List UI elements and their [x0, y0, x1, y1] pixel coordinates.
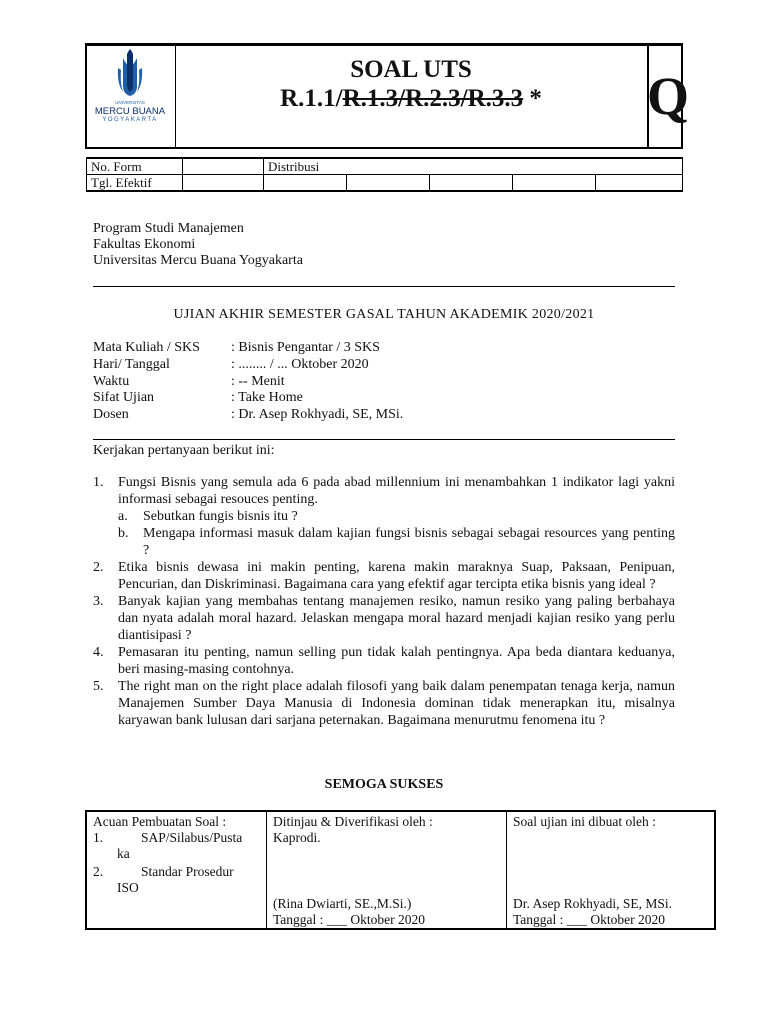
reference-number: 1.	[93, 830, 104, 845]
divider	[93, 286, 675, 287]
question-item	[93, 593, 675, 644]
question-number: 1.	[93, 475, 104, 490]
document-header	[85, 43, 690, 149]
info-row-time	[93, 374, 285, 390]
author-name: Dr. Asep Rokhyadi, SE, MSi.	[513, 896, 673, 911]
verifier-role: Kaprodi.	[273, 830, 321, 845]
info-row-lecturer	[93, 407, 403, 423]
distribusi-cell	[347, 175, 430, 192]
reference-text-line: ka	[117, 846, 130, 861]
info-label: Dosen	[93, 407, 129, 422]
question-list	[93, 474, 675, 729]
code-strikethrough: R.1.3/R.2.3/R.3.3	[342, 85, 524, 112]
logo-small-text: UNIVERSITAS	[115, 100, 145, 105]
info-label: Hari/ Tanggal	[93, 357, 170, 372]
distribusi-cell	[513, 175, 596, 192]
info-label: Waktu	[93, 374, 130, 389]
closing-message: SEMOGA SUKSES	[324, 777, 444, 792]
page-title: SOAL UTS	[350, 56, 472, 83]
sub-question-item	[118, 508, 675, 525]
distribusi-label: Distribusi	[264, 158, 683, 175]
sub-question-list	[118, 508, 675, 559]
info-label: Mata Kuliah / SKS	[93, 340, 200, 355]
question-text: Pemasaran itu penting, namun selling pun tidak kalah pentingnya. Apa beda diantara keduanya, beri masing-masing contohnya.	[118, 645, 675, 677]
info-value: : Dr. Asep Rokhyadi, SE, MSi.	[231, 407, 404, 422]
info-label: Sifat Ujian	[93, 390, 155, 405]
question-text: Etika bisnis dewasa ini makin penting, karena makin maraknya Suap, Paksaan, Penipuan, Pencurian, dan Diskriminasi. Bagaimana cara yang efektif agar tercipta etika bisnis yang ideal ?	[118, 560, 675, 592]
question-item	[93, 678, 675, 729]
document-code	[175, 84, 647, 114]
code-plain: R.1.1/	[280, 85, 343, 112]
info-value: : ........ / ... Oktober 2020	[231, 357, 369, 372]
university: Universitas Mercu Buana Yogyakarta	[93, 253, 303, 268]
question-text: Fungsi Bisnis yang semula ada 6 pada abad millennium ini menambahkan 1 indikator lagi yakni informasi sebagai resouces penting.	[118, 475, 675, 507]
reference-title: Acuan Pembuatan Soal :	[93, 814, 227, 829]
approval-table	[85, 810, 716, 930]
reference-column	[87, 812, 267, 928]
header-code-letter-cell	[647, 46, 690, 147]
question-number: 3.	[93, 594, 104, 609]
reference-number: 2.	[93, 864, 104, 879]
sub-question-item	[118, 525, 675, 559]
sub-question-text: Sebutkan fungis bisnis itu ?	[143, 509, 298, 524]
reference-item	[93, 830, 260, 846]
question-number: 4.	[93, 645, 104, 660]
author-date: Tanggal : ___ Oktober 2020	[513, 912, 666, 927]
distribusi-cell	[430, 175, 513, 192]
info-value: : Take Home	[231, 390, 303, 405]
question-number: 5.	[93, 679, 104, 694]
info-row-date	[93, 357, 369, 373]
verification-title: Ditinjau & Diverifikasi oleh :	[273, 814, 433, 829]
question-text: The right man on the right place adalah filosofi yang baik dalam penempatan tenaga kerja, namun Manajemen Sumber Daya Manusia di Indonesia dominan tidak menerapkan itu, misalnya karyawan bank lulusan dari sarjana peternakan. Bagaimana menurutmu fenomena itu ?	[118, 679, 675, 728]
verification-column	[267, 812, 507, 928]
verifier-name: (Rina Dwiarti, SE.,M.Si.)	[273, 896, 412, 911]
question-item	[93, 644, 675, 678]
no-form-label: No. Form	[87, 158, 183, 175]
verification-date: Tanggal : ___ Oktober 2020	[273, 912, 426, 927]
question-text: Banyak kajian yang membahas tentang manajemen resiko, namun resiko yang paling berbahaya dan nyata adalah moral hazard. Jelaskan mengapa moral hazard menjadi kajian resiko yang perlu diantisipasi ?	[118, 594, 675, 643]
sub-question-text: Mengapa informasi masuk dalam kajian fungsi bisnis sebagai sebagai resources yang penting ?	[143, 526, 675, 558]
reference-text-line: Standar Prosedur	[141, 864, 234, 879]
sub-question-letter: b.	[118, 526, 129, 541]
distribusi-cell	[264, 175, 347, 192]
distribusi-cell	[596, 175, 683, 192]
form-info-table	[86, 157, 683, 192]
mercu-buana-logo-icon	[87, 46, 173, 146]
tgl-efektif-value-cell	[183, 175, 264, 192]
question-item	[93, 559, 675, 593]
no-form-value-cell	[183, 158, 264, 175]
code-suffix: *	[523, 85, 542, 112]
exam-title: UJIAN AKHIR SEMESTER GASAL TAHUN AKADEMIK 2020/2021	[173, 307, 595, 322]
question-number: 2.	[93, 560, 104, 575]
info-row-exam-type	[93, 390, 303, 406]
question-item	[93, 474, 675, 559]
info-value: : -- Menit	[231, 374, 285, 389]
instruction: Kerjakan pertanyaan berikut ini:	[93, 443, 275, 458]
divider	[93, 439, 675, 440]
tgl-efektif-label: Tgl. Efektif	[87, 175, 183, 192]
faculty: Fakultas Ekonomi	[93, 237, 196, 252]
sub-question-letter: a.	[118, 509, 128, 524]
institution-block	[93, 221, 303, 269]
reference-item	[93, 864, 260, 880]
author-title: Soal ujian ini dibuat oleh :	[513, 814, 656, 829]
code-letter: Q	[647, 66, 690, 126]
logo-name: MERCU BUANA	[94, 106, 166, 117]
header-title-block	[175, 46, 649, 147]
reference-text-line: ISO	[117, 880, 139, 895]
author-column	[507, 812, 714, 928]
logo-city: YOGYAKARTA	[102, 117, 158, 123]
reference-text-line: SAP/Silabus/Pusta	[141, 830, 243, 845]
info-value: : Bisnis Pengantar / 3 SKS	[231, 340, 380, 355]
info-row-course	[93, 340, 380, 356]
university-logo	[87, 46, 176, 147]
study-program: Program Studi Manajemen	[93, 221, 244, 236]
